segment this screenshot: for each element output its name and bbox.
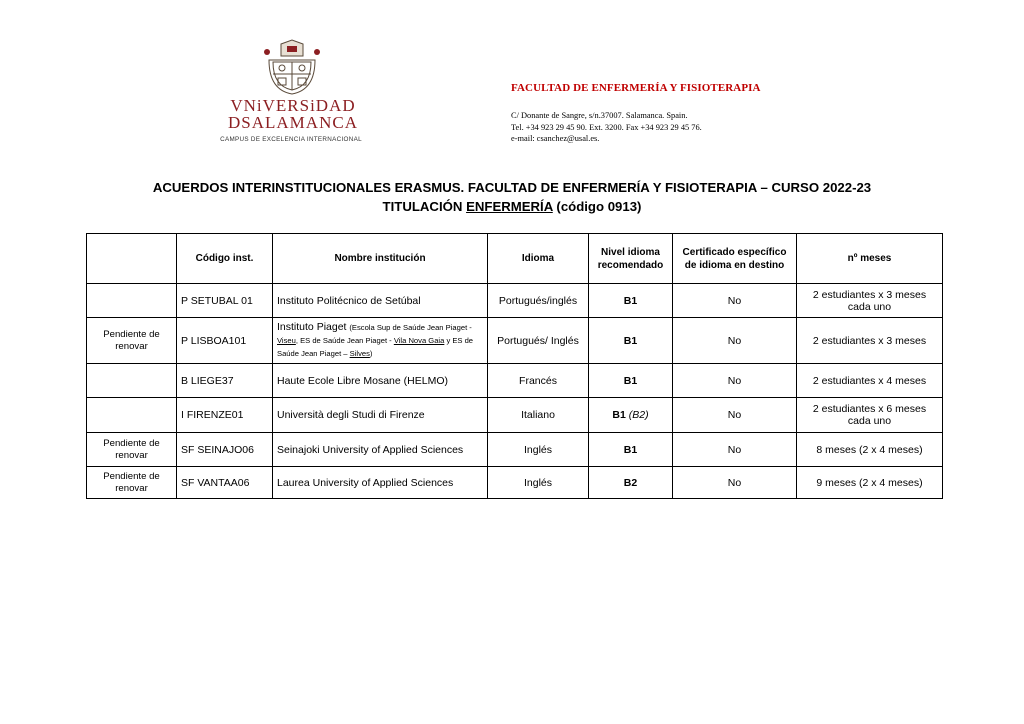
table-header-row [87, 234, 943, 284]
level-value: B1 [612, 409, 629, 421]
row-language: Francés [488, 364, 589, 398]
detail-text: y ES de Saúde Jean Piaget – [277, 336, 474, 358]
header-certificate: Certificado específico de idioma en destino [673, 234, 797, 284]
detail-text: , ES de Saúde Jean Piaget - [295, 336, 394, 345]
row-level: B1 [589, 364, 673, 398]
row-code: SF SEINAJO06 [177, 433, 273, 467]
row-certificate: No [673, 398, 797, 433]
row-status [87, 364, 177, 398]
detail-viseu: Viseu [277, 336, 296, 345]
faculty-title: FACULTAD DE ENFERMERÍA Y FISIOTERAPIA [511, 82, 761, 94]
detail-gaia: Vila Nova Gaia [393, 336, 445, 345]
university-line-1: VNiVERSiDAD [230, 96, 356, 115]
row-status [87, 284, 177, 318]
row-name: Haute Ecole Libre Mosane (HELMO) [273, 364, 488, 398]
header-language: Idioma [488, 234, 589, 284]
row-status: Pendiente de renovar [87, 318, 177, 364]
row-certificate: No [673, 284, 797, 318]
document-title [0, 178, 1024, 216]
row-name: Università degli Studi di Firenze [273, 398, 488, 433]
table-row [87, 398, 943, 433]
title-code: (código 0913) [552, 199, 642, 214]
header-code: Código inst. [177, 234, 273, 284]
row-code: P SETUBAL 01 [177, 284, 273, 318]
university-seal-icon [261, 38, 323, 96]
level-alt: (B2) [628, 409, 649, 421]
row-name: Seinajoki University of Applied Sciences [273, 433, 488, 467]
address-line: C/ Donante de Sangre, s/n.37007. Salamanca. Spain. [511, 111, 688, 120]
faculty-address-block [511, 110, 702, 145]
detail-text: (Escola Sup de Saúde Jean Piaget - [349, 323, 472, 332]
row-language: Inglés [488, 433, 589, 467]
row-language: Inglés [488, 467, 589, 499]
row-level: B1 [589, 433, 673, 467]
table-row [87, 467, 943, 499]
header-name: Nombre institución [273, 234, 488, 284]
table-row [87, 284, 943, 318]
institution-name: Instituto Piaget [277, 321, 350, 333]
row-status: Pendiente de renovar [87, 467, 177, 499]
campus-tagline: CAMPUS DE EXCELENCIA INTERNACIONAL [220, 136, 362, 143]
row-status: Pendiente de renovar [87, 433, 177, 467]
university-line-2: DSALAMANCA [228, 113, 358, 132]
phone-line: Tel. +34 923 29 45 90. Ext. 3200. Fax +34 923 29 45 76. [511, 122, 702, 132]
header-level: Nivel idioma recomendado [589, 234, 673, 284]
title-line-2 [0, 197, 1024, 216]
header-months: nº meses [797, 234, 943, 284]
row-code: I FIRENZE01 [177, 398, 273, 433]
title-line-1: ACUERDOS INTERINSTITUCIONALES ERASMUS. FACULTAD DE ENFERMERÍA Y FISIOTERAPIA – CURSO 2022-23 [152, 180, 872, 195]
row-certificate: No [673, 467, 797, 499]
row-code: SF VANTAA06 [177, 467, 273, 499]
title-degree: ENFERMERÍA [466, 199, 553, 214]
row-months: 2 estudiantes x 3 meses [797, 318, 943, 364]
detail-silves: Silves [349, 349, 370, 358]
row-name [273, 318, 488, 364]
row-months: 2 estudiantes x 4 meses [797, 364, 943, 398]
row-level [589, 398, 673, 433]
university-wordmark [228, 97, 358, 131]
agreements-table [86, 233, 943, 499]
row-months: 2 estudiantes x 3 meses cada uno [797, 284, 943, 318]
row-certificate: No [673, 433, 797, 467]
row-level: B2 [589, 467, 673, 499]
header-status [87, 234, 177, 284]
row-language: Portugués/inglés [488, 284, 589, 318]
row-status [87, 398, 177, 433]
email-line: e-mail: csanchez@usal.es. [511, 134, 600, 143]
row-months: 8 meses (2 x 4 meses) [797, 433, 943, 467]
detail-text: ) [369, 349, 373, 358]
row-level: B1 [589, 318, 673, 364]
row-months: 2 estudiantes x 6 meses cada uno [797, 398, 943, 433]
table-row [87, 364, 943, 398]
row-name: Laurea University of Applied Sciences [273, 467, 488, 499]
row-language: Portugués/ Inglés [488, 318, 589, 364]
row-code: B LIEGE37 [177, 364, 273, 398]
row-language: Italiano [488, 398, 589, 433]
row-code: P LISBOA101 [177, 318, 273, 364]
title-prefix: TITULACIÓN [382, 199, 467, 214]
row-level: B1 [589, 284, 673, 318]
row-months: 9 meses (2 x 4 meses) [797, 467, 943, 499]
row-certificate: No [673, 318, 797, 364]
row-name: Instituto Politécnico de Setúbal [273, 284, 488, 318]
table-row [87, 318, 943, 364]
table-row [87, 433, 943, 467]
row-certificate: No [673, 364, 797, 398]
